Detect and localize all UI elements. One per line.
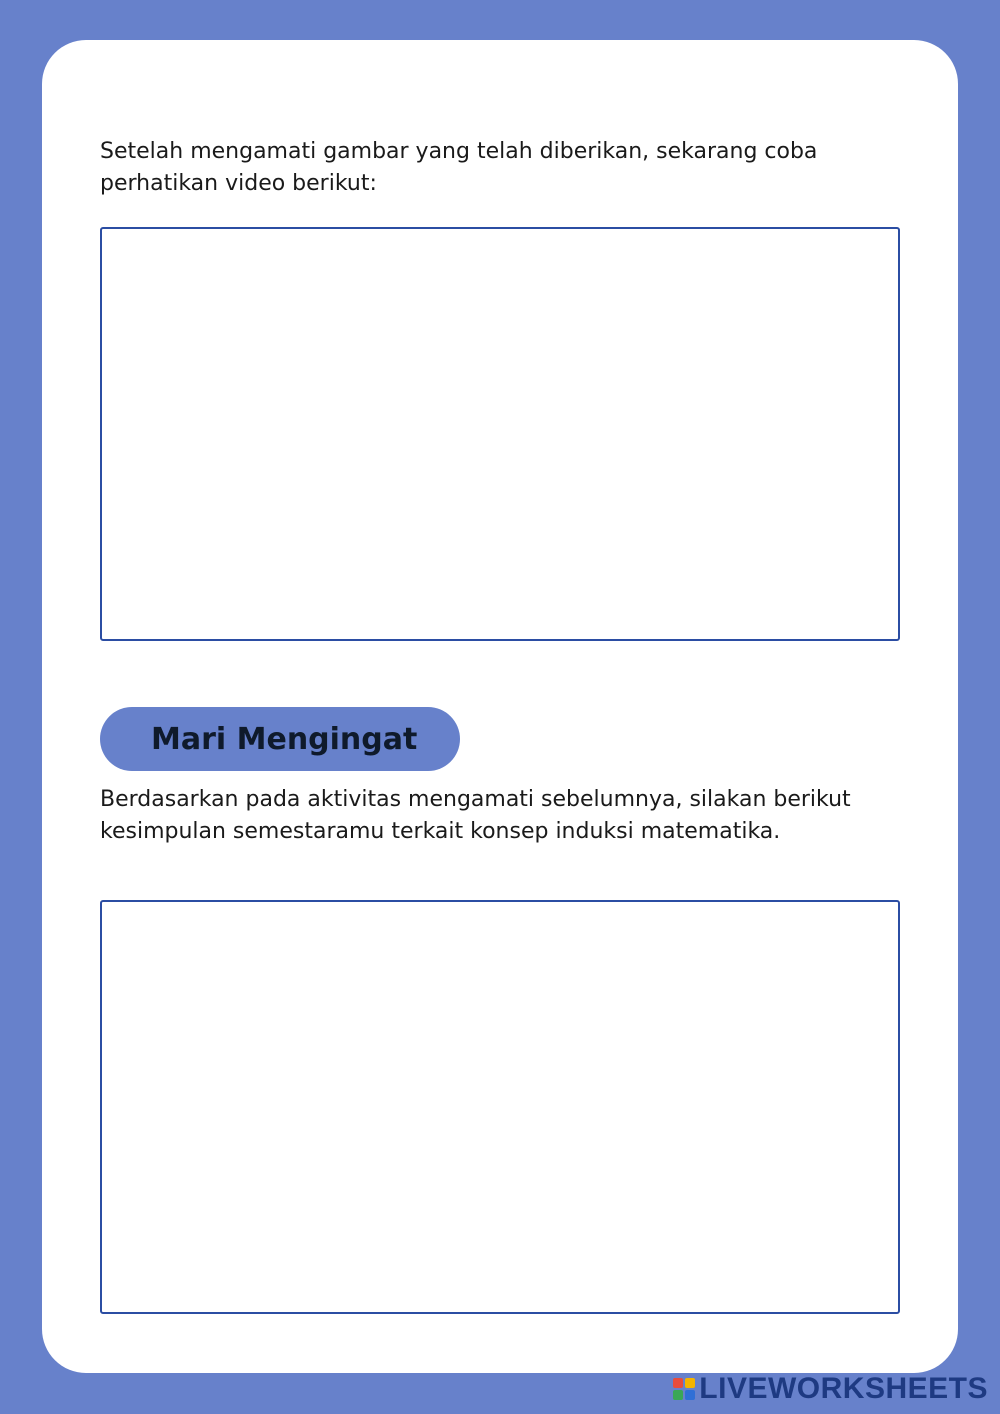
- video-frame[interactable]: [100, 227, 900, 641]
- section-heading-badge: [100, 707, 460, 771]
- conclusion-answer-box[interactable]: [100, 900, 900, 1314]
- intro-instruction: Setelah mengamati gambar yang telah diberikan, sekarang coba perhatikan video berikut:: [100, 139, 818, 196]
- conclusion-instruction: Berdasarkan pada aktivitas mengamati sebelumnya, silakan berikut kesimpulan semestaramu terkait konsep induksi matematika.: [100, 787, 851, 844]
- section-heading: Mari Mengingat: [151, 721, 418, 757]
- liveworksheets-brand: [673, 1372, 988, 1406]
- brand-name: LIVEWORKSHEETS: [699, 1372, 988, 1405]
- live-logo-icon: [673, 1378, 695, 1400]
